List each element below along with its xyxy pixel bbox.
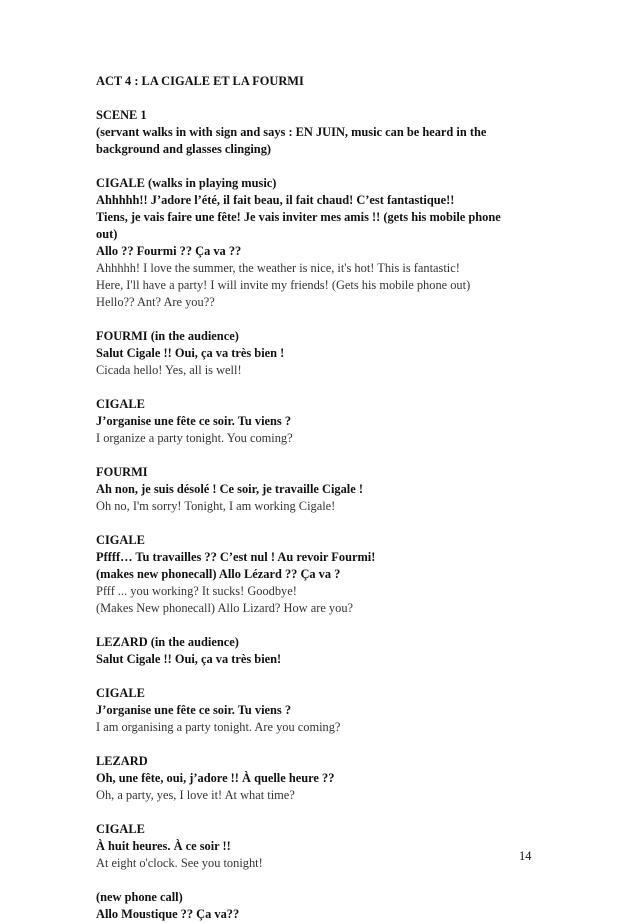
french-line: Ah non, je suis désolé ! Ce soir, je travaille Cigale !: [96, 482, 363, 496]
english-translation-line: At eight o'clock. See you tonight!: [96, 856, 263, 870]
act-title: ACT 4 : LA CIGALE ET LA FOURMI: [96, 74, 304, 88]
spacer: [96, 668, 536, 685]
french-line: Allo Moustique ?? Ça va??: [96, 907, 240, 921]
french-line: J’organise une fête ce soir. Tu viens ?: [96, 703, 292, 717]
dialogue-block: [96, 685, 536, 736]
dialogue-block: [96, 175, 536, 311]
french-line: À huit heures. À ce soir !!: [96, 839, 231, 853]
spacer: [96, 617, 536, 634]
speaker-name: LEZARD (in the audience): [96, 635, 239, 649]
french-line: Salut Cigale !! Oui, ça va très bien !: [96, 346, 285, 360]
spacer: [96, 515, 536, 532]
english-translation-line: I am organising a party tonight. Are you coming?: [96, 720, 341, 734]
english-translation-line: Oh, a party, yes, I love it! At what time?: [96, 788, 295, 802]
french-line: Tiens, je vais faire une fête! Je vais inviter mes amis !! (gets his mobile phone: [96, 210, 501, 224]
french-line: out): [96, 227, 118, 241]
english-translation-line: Here, I'll have a party! I will invite my friends! (Gets his mobile phone out): [96, 278, 471, 292]
speaker-name: CIGALE (walks in playing music): [96, 176, 277, 190]
french-line: Oh, une fête, oui, j’adore !! À quelle heure ??: [96, 771, 335, 785]
dialogue-block: [96, 532, 536, 617]
dialogue-block: [96, 328, 536, 379]
english-translation-line: Pfff ... you working? It sucks! Goodbye!: [96, 584, 297, 598]
french-line: Pffff… Tu travailles ?? C’est nul ! Au revoir Fourmi!: [96, 550, 376, 564]
speaker-name: LEZARD: [96, 754, 148, 768]
stage-direction-line: background and glasses clinging): [96, 142, 272, 156]
stage-direction-line: (servant walks in with sign and says : EN JUIN, music can be heard in the: [96, 125, 487, 139]
spacer: [96, 872, 536, 889]
spacer: [96, 736, 536, 753]
speaker-name: CIGALE: [96, 397, 145, 411]
english-translation-line: (Makes New phonecall) Allo Lizard? How are you?: [96, 601, 354, 615]
speaker-name: CIGALE: [96, 822, 145, 836]
script-page: [96, 73, 536, 923]
french-line: Allo ?? Fourmi ?? Ça va ??: [96, 244, 242, 258]
speaker-name: FOURMI (in the audience): [96, 329, 239, 343]
scene-title: SCENE 1: [96, 108, 147, 122]
dialogue-blocks: [96, 158, 536, 923]
english-translation-line: I organize a party tonight. You coming?: [96, 431, 293, 445]
dialogue-block: [96, 396, 536, 447]
french-line: J’organise une fête ce soir. Tu viens ?: [96, 414, 292, 428]
dialogue-block: [96, 753, 536, 804]
dialogue-block: [96, 464, 536, 515]
page-number: 14: [519, 849, 532, 863]
spacer: [96, 379, 536, 396]
speaker-name: CIGALE: [96, 533, 145, 547]
english-translation-line: Oh no, I'm sorry! Tonight, I am working Cigale!: [96, 499, 336, 513]
spacer: [96, 804, 536, 821]
speaker-name: FOURMI: [96, 465, 148, 479]
spacer: [96, 311, 536, 328]
french-line: Salut Cigale !! Oui, ça va très bien!: [96, 652, 282, 666]
spacer: [96, 158, 536, 175]
dialogue-block: [96, 821, 536, 872]
french-line: Ahhhhh!! J’adore l’été, il fait beau, il fait chaud! C’est fantastique!!: [96, 193, 455, 207]
dialogue-block: [96, 889, 536, 923]
speaker-name: CIGALE: [96, 686, 145, 700]
spacer: [96, 447, 536, 464]
english-translation-line: Hello?? Ant? Are you??: [96, 295, 215, 309]
spacer: [96, 90, 536, 107]
french-line: (makes new phonecall) Allo Lézard ?? Ça va ?: [96, 567, 341, 581]
dialogue-block: [96, 634, 536, 668]
english-translation-line: Ahhhhh! I love the summer, the weather is nice, it's hot! This is fantastic!: [96, 261, 460, 275]
speaker-name: (new phone call): [96, 890, 183, 904]
english-translation-line: Cicada hello! Yes, all is well!: [96, 363, 242, 377]
